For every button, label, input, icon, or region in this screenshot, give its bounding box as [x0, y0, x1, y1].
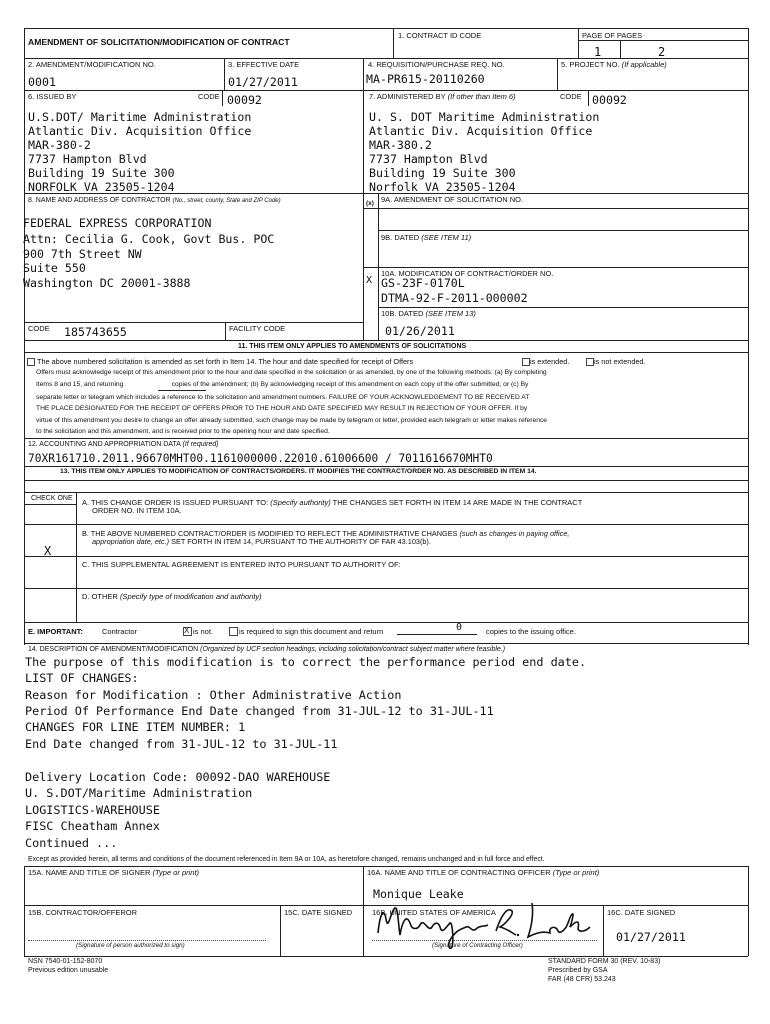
- item10b-label: 10B. DATED (SEE ITEM 13): [381, 309, 476, 318]
- amendment-no: 0001: [28, 75, 56, 89]
- copies-value: 0: [456, 622, 463, 633]
- facility-code-label: FACILITY CODE: [229, 324, 286, 333]
- item13a-line1: A. THIS CHANGE ORDER IS ISSUED PURSUANT TO: (Specify authority) THE CHANGES SET FORTH IN ITEM 14 ARE MADE IN THE CONTRACT: [82, 498, 583, 507]
- signature-graphic: [372, 893, 597, 953]
- is-not-label: is not.: [193, 627, 214, 636]
- contract-id-label: 1. CONTRACT ID CODE: [398, 31, 482, 40]
- accounting-data: 70XR161710.2011.96670MHT00.1161000000.22010.61006600 / 7011616670MHT0: [28, 452, 493, 465]
- item15b-sub: (Signature of person authorized to sign): [76, 942, 185, 949]
- effective-date: 01/27/2011: [228, 75, 298, 89]
- item16c-label: 16C. DATE SIGNED: [607, 908, 676, 917]
- item9-x-label: (x): [366, 200, 374, 207]
- not-extended-label: is not extended.: [594, 357, 646, 366]
- prescribed-by: Prescribed by GSA: [548, 967, 608, 974]
- page-label: PAGE OF PAGES: [582, 31, 643, 40]
- form-number: STANDARD FORM 30 (REV. 10-83): [548, 958, 661, 965]
- contracting-officer-signature: [372, 893, 597, 953]
- item15b-label: 15B. CONTRACTOR/OFFEROR: [28, 908, 138, 917]
- item12-label: 12. ACCOUNTING AND APPROPRIATION DATA (If required): [28, 441, 219, 448]
- copies-blank[interactable]: [397, 634, 477, 635]
- check-one-label: CHECK ONE: [31, 495, 73, 502]
- contractor-label: Contractor: [102, 627, 138, 636]
- contractor-code: 185743655: [64, 325, 127, 339]
- item11-checkbox[interactable]: [27, 358, 35, 366]
- item8-label: 8. NAME AND ADDRESS OF CONTRACTOR (No., street, county, State and ZIP Code): [28, 197, 281, 204]
- unchanged-terms-note: Except as provided herein, all terms and conditions of the document referenced in Item 9A or 10A, as heretofore changed, remains unchanged and in full force and effect.: [28, 856, 545, 863]
- important-label: E. IMPORTANT:: [28, 627, 83, 636]
- item2-label: 2. AMENDMENT/MODIFICATION NO.: [28, 60, 156, 69]
- item16a-label: 16A. NAME AND TITLE OF CONTRACTING OFFICER (Type or print): [367, 868, 600, 877]
- item11-heading: 11. THIS ITEM ONLY APPLIES TO AMENDMENTS OF SOLICITATIONS: [238, 343, 467, 350]
- item3-label: 3. EFFECTIVE DATE: [228, 60, 300, 69]
- form-title: AMENDMENT OF SOLICITATION/MODIFICATION OF CONTRACT: [28, 37, 290, 47]
- contract-order-no-2: DTMA-92-F-2011-000002: [381, 291, 528, 305]
- item15c-label: 15C. DATE SIGNED: [284, 908, 353, 917]
- item11-line1: The above numbered solicitation is amended as set forth in Item 14. The hour and date specified for receipt of Offers: [37, 357, 414, 366]
- edition-note: Previous edition unusable: [28, 967, 109, 974]
- is-required-checkbox[interactable]: [229, 627, 238, 636]
- item9a-label: 9A. AMENDMENT OF SOLICITATION NO.: [381, 195, 524, 204]
- item10-x-mark: X: [366, 275, 373, 286]
- pages-total: 2: [658, 45, 666, 59]
- item7-label: 7. ADMINISTERED BY (If other than Item 6): [369, 92, 516, 101]
- item13d-line: D. OTHER (Specify type of modification and authority): [82, 592, 262, 601]
- item9b-label: 9B. DATED (SEE ITEM 11): [381, 233, 472, 242]
- is-extended-label: is extended.: [530, 357, 570, 366]
- contracting-officer-date: 01/27/2011: [616, 930, 686, 944]
- item13-heading: 13. THIS ITEM ONLY APPLIES TO MODIFICATION OF CONTRACTS/ORDERS. IT MODIFIES THE CONTRACT/ORDER NO. AS DESCRIBED IN ITEM 14.: [60, 468, 537, 475]
- item13b-line1: B. THE ABOVE NUMBERED CONTRACT/ORDER IS MODIFIED TO REFLECT THE ADMINISTRATIVE CHANGES (such as changes in paying office,: [82, 529, 570, 538]
- item8-code-label: CODE: [28, 324, 50, 333]
- item13b-mark[interactable]: X: [44, 544, 52, 558]
- item13a-line2: ORDER NO. IN ITEM 10A.: [92, 506, 182, 515]
- item4-label: 4. REQUISITION/PURCHASE REQ. NO.: [368, 60, 505, 69]
- item6-label: 6. ISSUED BY: [28, 92, 77, 101]
- item16b-label: 16B. UNITED STATES OF AMERICA: [372, 908, 496, 917]
- is-not-mark: X: [184, 626, 190, 635]
- contracting-officer-name: Monique Leake: [373, 887, 464, 901]
- page-number: 1: [594, 45, 602, 59]
- nsn-label: NSN 7540-01-152-8070: [28, 958, 103, 965]
- copies-text: copies to the issuing office.: [486, 627, 576, 636]
- item7-code: 00092: [592, 93, 627, 107]
- item6-code: 00092: [227, 93, 262, 107]
- item13b-line2: appropriation date, etc.) SET FORTH IN ITEM 14, PURSUANT TO THE AUTHORITY OF FAR 43.103(b).: [92, 537, 431, 546]
- item10b-date: 01/26/2011: [385, 324, 455, 338]
- extended-checkbox[interactable]: [522, 358, 530, 366]
- item13c-line: C. THIS SUPPLEMENTAL AGREEMENT IS ENTERED INTO PURSUANT TO AUTHORITY OF:: [82, 560, 401, 569]
- item5-label: 5. PROJECT NO. (If applicable): [561, 60, 667, 69]
- item14-label: 14. DESCRIPTION OF AMENDMENT/MODIFICATION (Organized by UCF section headings, including solicitation/contract subject matter where feasible.): [28, 646, 506, 653]
- requisition-no: MA-PR615-20110260: [366, 72, 485, 86]
- contract-order-no: GS-23F-0170L: [381, 276, 465, 290]
- item10a-label: 10A. MODIFICATION OF CONTRACT/ORDER NO.: [381, 269, 554, 278]
- item7-code-label: CODE: [560, 92, 582, 101]
- item15a-label: 15A. NAME AND TITLE OF SIGNER (Type or print): [28, 868, 200, 877]
- item16b-sub: (Signature of Contracting Officer): [432, 942, 523, 949]
- is-required-label: is required to sign this document and return: [239, 627, 384, 636]
- return-copies-blank[interactable]: [158, 390, 206, 391]
- not-extended-checkbox[interactable]: [586, 358, 594, 366]
- far-reference: FAR (48 CFR) 53.243: [548, 976, 616, 983]
- item6-code-label: CODE: [198, 92, 220, 101]
